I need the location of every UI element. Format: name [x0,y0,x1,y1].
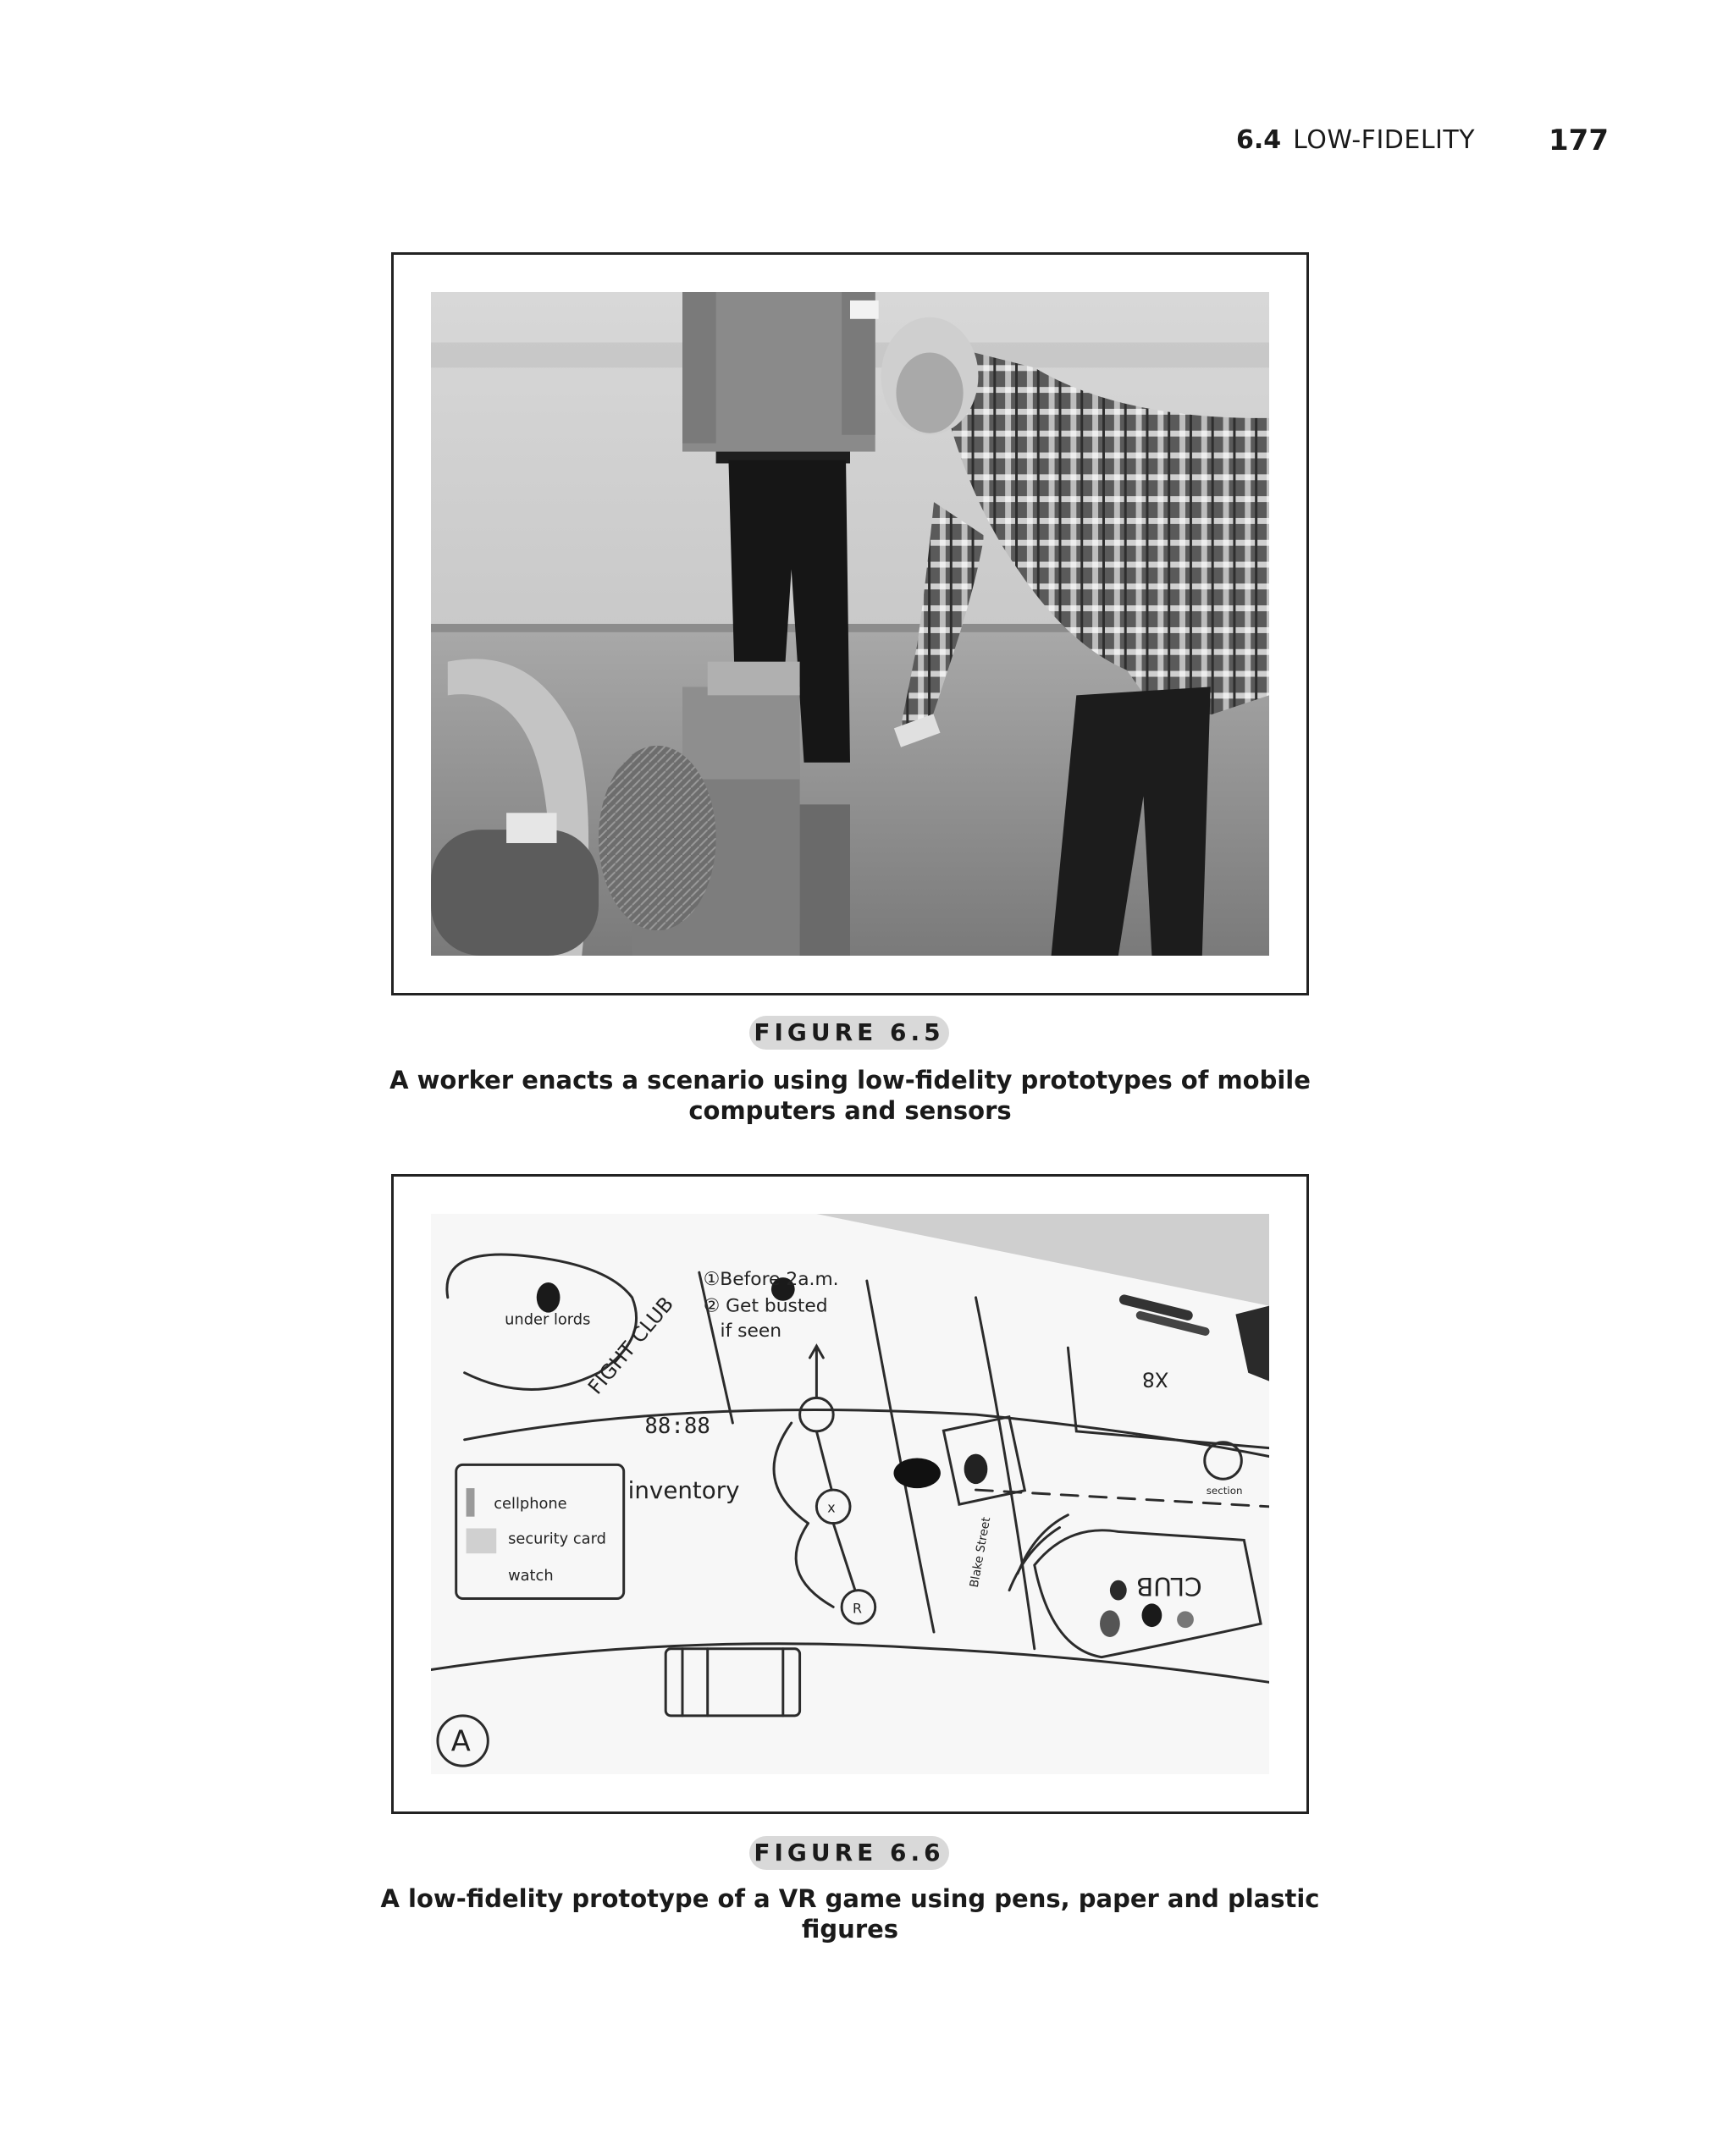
note-watch: watch [508,1566,554,1585]
figure-6-6-photo [431,1214,1269,1774]
note-before-2am: ①Before 2a.m. [703,1269,839,1290]
note-fight-club: FIGHT CLUB [583,1292,679,1399]
worker-scenario-photo [431,292,1269,956]
note-corner-a: A [450,1724,471,1758]
figure-6-6-caption [356,1883,1345,1944]
figure-6-5-frame [391,252,1309,995]
figure-6-5-caption-line-1: A worker enacts a scenario using low-fidelity prototypes of mobile [389,1066,1311,1095]
section-title: LOW-FIDELITY [1293,125,1476,155]
figure-6-5-photo [431,292,1269,956]
section-number: 6.4 [1236,125,1282,155]
note-side-street: Blake Street [967,1516,994,1589]
note-r-mark: R [852,1600,862,1617]
figure-6-5-caption-line-2: computers and sensors [688,1096,1012,1125]
note-inventory: inventory [627,1475,740,1504]
note-timer: 88:88 [644,1413,710,1439]
note-cellphone: cellphone [494,1494,567,1513]
note-board-mark: X8 [1141,1367,1169,1392]
note-if-seen: if seen [720,1321,782,1343]
note-security-card: security card [508,1530,606,1548]
figure-6-5-caption [356,1065,1345,1126]
figure-6-6-frame [391,1174,1309,1814]
running-head [1236,122,1609,159]
note-section: section [1206,1485,1243,1497]
whiteboard-prototype-photo [431,1214,1269,1774]
note-get-busted: ② Get busted [703,1295,828,1317]
note-x-mark: x [827,1499,836,1516]
figure-6-6-caption-line-1: A low-fidelity prototype of a VR game using pens, paper and plastic figures [380,1884,1320,1944]
figure-6-5-label: FIGURE 6.5 [749,1016,949,1050]
figure-6-6-label: FIGURE 6.6 [749,1836,949,1870]
note-under-lords: under lords [505,1310,591,1329]
note-club: CLUB [1135,1571,1202,1602]
page-number: 177 [1549,124,1609,157]
